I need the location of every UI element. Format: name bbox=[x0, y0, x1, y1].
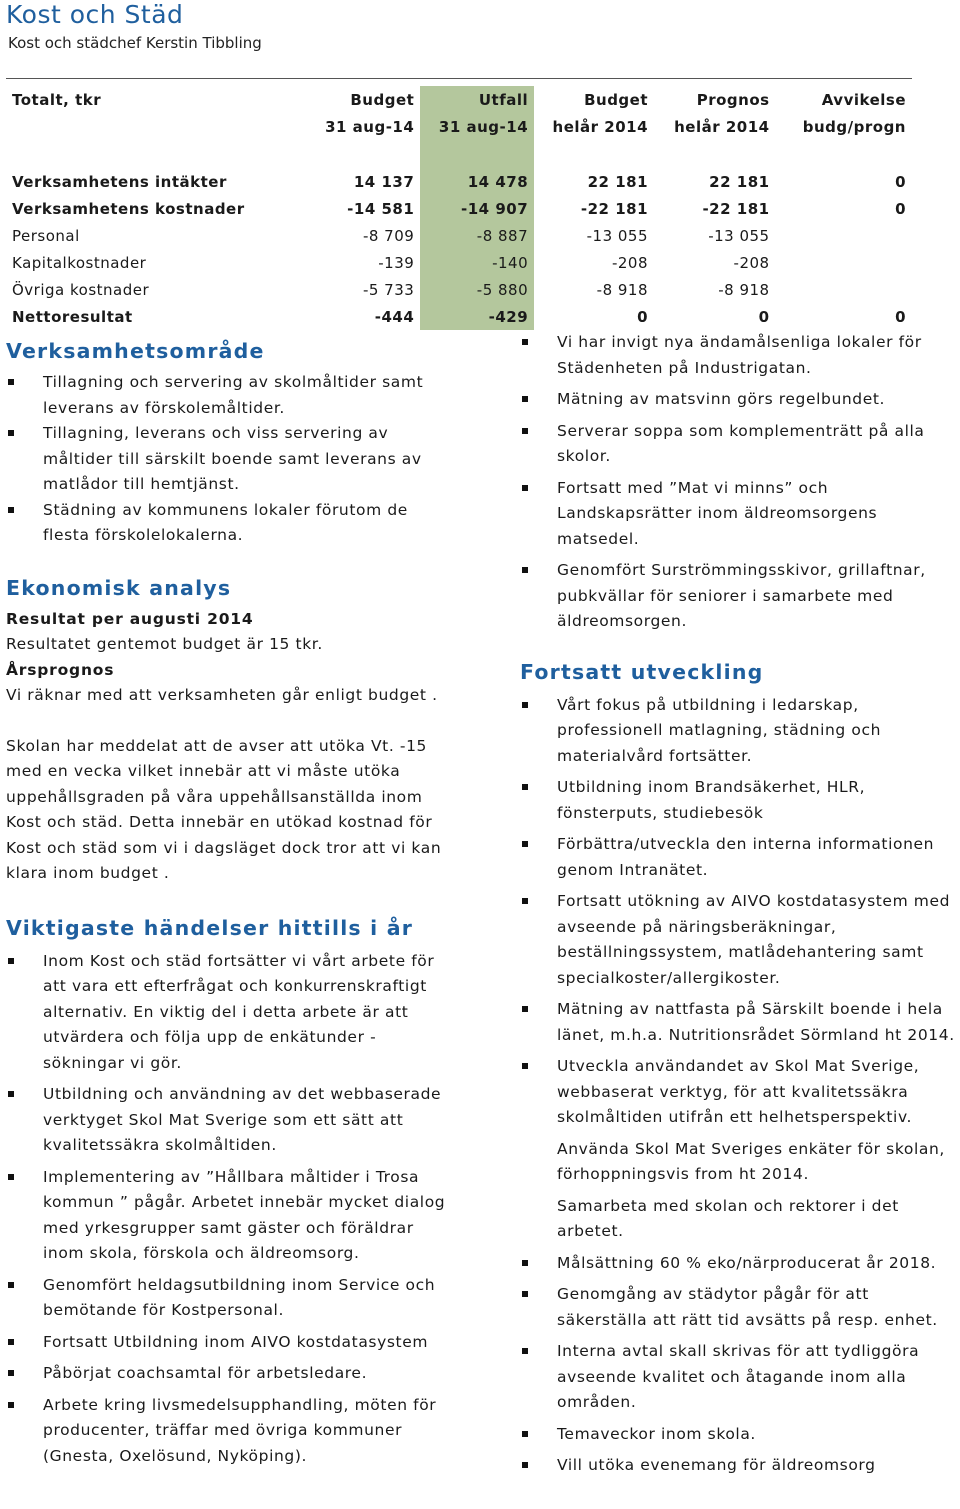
row-value: 22 181 bbox=[709, 172, 770, 191]
handelser-continued-list bbox=[520, 330, 960, 635]
square-bullet-icon bbox=[8, 379, 14, 385]
list-item-text: Vårt fokus på utbildning i ledarskap, professionell matlagning, städning och materialvård fortsätter. bbox=[557, 695, 881, 765]
row-value: 0 bbox=[758, 307, 770, 326]
table-header-row-1 bbox=[6, 86, 912, 113]
square-bullet-icon bbox=[522, 841, 528, 847]
list-item bbox=[520, 832, 960, 883]
financial-table bbox=[6, 86, 912, 330]
list-item-text: Utveckla användandet av Skol Mat Sverige, webbaserat verktyg, för att kvalitetssäkra skolmåltiden utifrån ett helhetsperspektiv. bbox=[557, 1057, 920, 1126]
row-value: -5 733 bbox=[362, 280, 415, 299]
row-value: -208 bbox=[733, 253, 770, 272]
list-item-text: Implementering av ”Hållbara måltider i Trosa kommun ” pågår. Arbetet innebär mycket dialog med yrkesgrupper samt gäster och föräldrar inom skola, förskola och äldreomsorg. bbox=[43, 1167, 446, 1262]
col-header-budget-aug: Budget bbox=[350, 90, 415, 109]
row-value: 22 181 bbox=[587, 172, 649, 191]
list-item bbox=[520, 1453, 960, 1479]
section-heading-verksamhetsomrade: Verksamhetsområde bbox=[6, 339, 265, 363]
table-row bbox=[6, 222, 912, 249]
list-item bbox=[6, 498, 456, 549]
col-subheader-prognos-year: helår 2014 bbox=[674, 117, 770, 136]
list-item-text: Inom Kost och städ fortsätter vi vårt arbete för att vara ett efterfrågat och konkurrenskraftigt alternativ. En viktig del i detta arbete är att utvärdera och följa upp de enkätunder - sökningar vi gör. bbox=[43, 951, 435, 1072]
list-item-text: Temaveckor inom skola. bbox=[557, 1424, 756, 1443]
row-value: -8 918 bbox=[718, 280, 770, 299]
utveckling-list bbox=[520, 693, 960, 1479]
col-subheader-budget-aug: 31 aug-14 bbox=[325, 117, 415, 136]
row-value: -140 bbox=[420, 249, 534, 276]
row-value bbox=[776, 276, 912, 303]
list-item bbox=[520, 558, 960, 635]
list-item bbox=[520, 997, 960, 1048]
list-item bbox=[6, 1165, 456, 1267]
square-bullet-icon bbox=[522, 1063, 528, 1069]
list-item bbox=[520, 889, 960, 991]
list-item-text: Mätning av matsvinn görs regelbundet. bbox=[557, 390, 886, 408]
row-label: Verksamhetens kostnader bbox=[12, 199, 245, 218]
left-column bbox=[6, 338, 456, 1475]
prognos-heading: Årsprognos bbox=[6, 660, 115, 679]
row-value: 0 bbox=[895, 307, 906, 326]
row-value: -13 055 bbox=[708, 226, 770, 245]
list-item bbox=[6, 370, 456, 421]
row-value: 14 478 bbox=[420, 168, 534, 195]
list-item-text: Vi har invigt nya ändamålsenliga lokaler för Städenheten på Industrigatan. bbox=[557, 333, 922, 377]
list-item bbox=[520, 693, 960, 770]
row-value: -8 887 bbox=[420, 222, 534, 249]
list-item-text: Använda Skol Mat Sveriges enkäter för skolan, förhoppningsvis from ht 2014. bbox=[557, 1139, 945, 1183]
list-item-text: Fortsatt med ”Mat vi minns” och Landskapsrätter inom äldreomsorgens matsedel. bbox=[557, 478, 878, 548]
col-header-avvikelse: Avvikelse bbox=[821, 90, 906, 109]
list-item bbox=[520, 1282, 960, 1333]
square-bullet-icon bbox=[8, 958, 14, 964]
square-bullet-icon bbox=[522, 1348, 528, 1354]
list-item-text: Målsättning 60 % eko/närproducerat år 2018. bbox=[557, 1253, 937, 1272]
row-label: Kapitalkostnader bbox=[12, 253, 147, 272]
list-item bbox=[520, 1251, 960, 1277]
row-value: -13 055 bbox=[586, 226, 649, 245]
list-item bbox=[520, 1054, 960, 1131]
list-item-text: Påbörjat coachsamtal för arbetsledare. bbox=[43, 1364, 368, 1382]
list-item bbox=[520, 387, 960, 413]
table-row bbox=[6, 195, 912, 222]
list-item-text: Utbildning och användning av det webbaserade verktyget Skol Mat Sverige som ett sätt att kvalitetssäkra skolmåltiden. bbox=[43, 1085, 442, 1154]
col-header-prognos-year: Prognos bbox=[696, 90, 770, 109]
list-item-text: Interna avtal skall skrivas för att tydliggöra avseende kvalitet och åtagande inom alla områden. bbox=[557, 1342, 920, 1411]
square-bullet-icon bbox=[522, 567, 528, 573]
list-item bbox=[520, 775, 960, 826]
table-row bbox=[6, 276, 912, 303]
section-heading-fortsatt-utveckling: Fortsatt utveckling bbox=[520, 659, 764, 684]
row-value: 0 bbox=[637, 307, 649, 326]
row-label: Verksamhetens intäkter bbox=[12, 172, 227, 191]
page-title: Kost och Städ bbox=[6, 0, 184, 29]
list-item-text: Fortsatt utökning av AIVO kostdatasystem med avseende på näringsberäkningar, beställningssystem, matlådehantering samt specialkoster/allergikoster. bbox=[557, 892, 951, 987]
verksamhet-list bbox=[6, 370, 456, 549]
col-header-budget-year: Budget bbox=[584, 90, 649, 109]
row-value: -8 709 bbox=[362, 226, 415, 245]
list-item bbox=[520, 1137, 960, 1188]
square-bullet-icon bbox=[522, 1462, 528, 1468]
square-bullet-icon bbox=[8, 430, 14, 436]
list-item-text: Genomfört heldagsutbildning inom Service och bemötande för Kostpersonal. bbox=[43, 1275, 436, 1319]
square-bullet-icon bbox=[8, 1370, 14, 1376]
list-item-text: Fortsatt Utbildning inom AIVO kostdatasystem bbox=[43, 1332, 429, 1351]
row-value bbox=[776, 222, 912, 249]
square-bullet-icon bbox=[8, 1339, 14, 1345]
list-item-text: Städning av kommunens lokaler förutom de flesta förskolelokalerna. bbox=[43, 500, 408, 544]
list-item bbox=[6, 421, 456, 498]
list-item-text: Utbildning inom Brandsäkerhet, HLR, fönsterputs, studiebesök bbox=[557, 778, 866, 822]
square-bullet-icon bbox=[522, 1260, 528, 1266]
list-item bbox=[520, 1422, 960, 1448]
list-item-text: Genomgång av städytor pågår för att säkerställa att rätt tid avsätts på resp. enhet. bbox=[557, 1285, 938, 1329]
table-row bbox=[6, 168, 912, 195]
list-item bbox=[6, 1273, 456, 1324]
list-item-text: Serverar soppa som komplementrätt på alla skolor. bbox=[557, 421, 925, 465]
list-item bbox=[520, 1339, 960, 1416]
square-bullet-icon bbox=[8, 507, 14, 513]
list-item bbox=[520, 1194, 960, 1245]
row-label: Övriga kostnader bbox=[12, 280, 150, 299]
handelser-list bbox=[6, 949, 456, 1470]
row-value: 0 bbox=[895, 172, 906, 191]
square-bullet-icon bbox=[522, 1291, 528, 1297]
right-column bbox=[520, 330, 960, 1485]
row-value: 0 bbox=[895, 199, 906, 218]
list-item bbox=[520, 476, 960, 553]
square-bullet-icon bbox=[522, 784, 528, 790]
col-subheader-avvikelse: budg/progn bbox=[802, 117, 906, 136]
list-item bbox=[6, 1330, 456, 1356]
table-row bbox=[6, 303, 912, 330]
square-bullet-icon bbox=[522, 428, 528, 434]
col-subheader-label bbox=[6, 113, 317, 140]
table-row bbox=[6, 249, 912, 276]
row-value: 14 137 bbox=[353, 172, 415, 191]
list-item bbox=[520, 330, 960, 381]
list-item-text: Vill utöka evenemang för äldreomsorg bbox=[557, 1456, 876, 1474]
prognos-text: Vi räknar med att verksamheten går enligt budget . bbox=[6, 686, 438, 704]
row-value: -444 bbox=[374, 307, 415, 326]
square-bullet-icon bbox=[8, 1091, 14, 1097]
square-bullet-icon bbox=[522, 1431, 528, 1437]
list-item-text: Mätning av nattfasta på Särskilt boende i hela länet, m.h.a. Nutritionsrådet Sörmland ht 2014. bbox=[557, 1000, 955, 1044]
list-item bbox=[6, 949, 456, 1077]
table-spacer-row bbox=[6, 140, 912, 168]
list-item-text: Förbättra/utveckla den interna informationen genom Intranätet. bbox=[557, 835, 935, 879]
square-bullet-icon bbox=[8, 1282, 14, 1288]
table-body bbox=[6, 168, 912, 330]
list-item bbox=[6, 1393, 456, 1470]
list-item bbox=[520, 419, 960, 470]
square-bullet-icon bbox=[522, 485, 528, 491]
col-subheader-utfall-aug: 31 aug-14 bbox=[420, 113, 534, 140]
row-value: -5 880 bbox=[420, 276, 534, 303]
row-value: -139 bbox=[378, 253, 415, 272]
square-bullet-icon bbox=[522, 1006, 528, 1012]
col-header-utfall-aug: Utfall bbox=[420, 86, 534, 113]
section-heading-viktigaste-handelser: Viktigaste händelser hittills i år bbox=[6, 915, 414, 940]
row-value: -14 907 bbox=[420, 195, 534, 222]
list-item-text: Tillagning, leverans och viss servering av måltider till särskilt boende samt leverans av matlådor till hemtjänst. bbox=[43, 424, 422, 493]
row-value: -429 bbox=[420, 303, 534, 330]
col-subheader-budget-year: helår 2014 bbox=[552, 117, 649, 136]
row-value bbox=[776, 249, 912, 276]
square-bullet-icon bbox=[522, 898, 528, 904]
list-item bbox=[6, 1082, 456, 1159]
row-label: Personal bbox=[12, 226, 80, 245]
row-value: -14 581 bbox=[347, 199, 415, 218]
square-bullet-icon bbox=[522, 396, 528, 402]
section-heading-ekonomisk-analys: Ekonomisk analys bbox=[6, 575, 232, 600]
list-item-text: Arbete kring livsmedelsupphandling, möten för producenter, träffar med övriga kommuner (Gnesta, Oxelösund, Nyköping). bbox=[43, 1395, 437, 1465]
row-value: -8 918 bbox=[596, 280, 649, 299]
list-item-text: Genomfört Surströmmingsskivor, grillaftnar, pubkvällar för seniorer i samarbete med äldreomsorgen. bbox=[557, 561, 926, 630]
col-header-label: Totalt, tkr bbox=[12, 90, 102, 109]
list-item-text: Samarbeta med skolan och rektorer i det arbetet. bbox=[557, 1196, 899, 1240]
result-text: Resultatet gentemot budget är 15 tkr. bbox=[6, 635, 323, 653]
row-value: -208 bbox=[611, 253, 649, 272]
row-value: -22 181 bbox=[580, 199, 649, 218]
list-item-text: Tillagning och servering av skolmåltider samt leverans av förskolemåltider. bbox=[43, 373, 424, 417]
list-item bbox=[6, 1361, 456, 1387]
square-bullet-icon bbox=[8, 1174, 14, 1180]
page-subtitle: Kost och städchef Kerstin Tibbling bbox=[8, 34, 262, 52]
row-label: Nettoresultat bbox=[12, 307, 133, 326]
table-top-rule bbox=[6, 78, 912, 79]
table-header-row-2 bbox=[6, 113, 912, 140]
analysis-paragraph: Skolan har meddelat att de avser att utöka Vt. -15 med en vecka vilket innebär att vi måste utöka uppehållsgraden på våra uppehållsanställda inom Kost och städ. Detta innebär en utökad kostnad för Kost och städ som vi i dagsläget dock tror att vi kan klara inom budget . bbox=[6, 736, 442, 882]
result-heading: Resultat per augusti 2014 bbox=[6, 609, 254, 628]
square-bullet-icon bbox=[8, 1402, 14, 1408]
square-bullet-icon bbox=[522, 702, 528, 708]
row-value: -22 181 bbox=[702, 199, 770, 218]
square-bullet-icon bbox=[522, 339, 528, 345]
